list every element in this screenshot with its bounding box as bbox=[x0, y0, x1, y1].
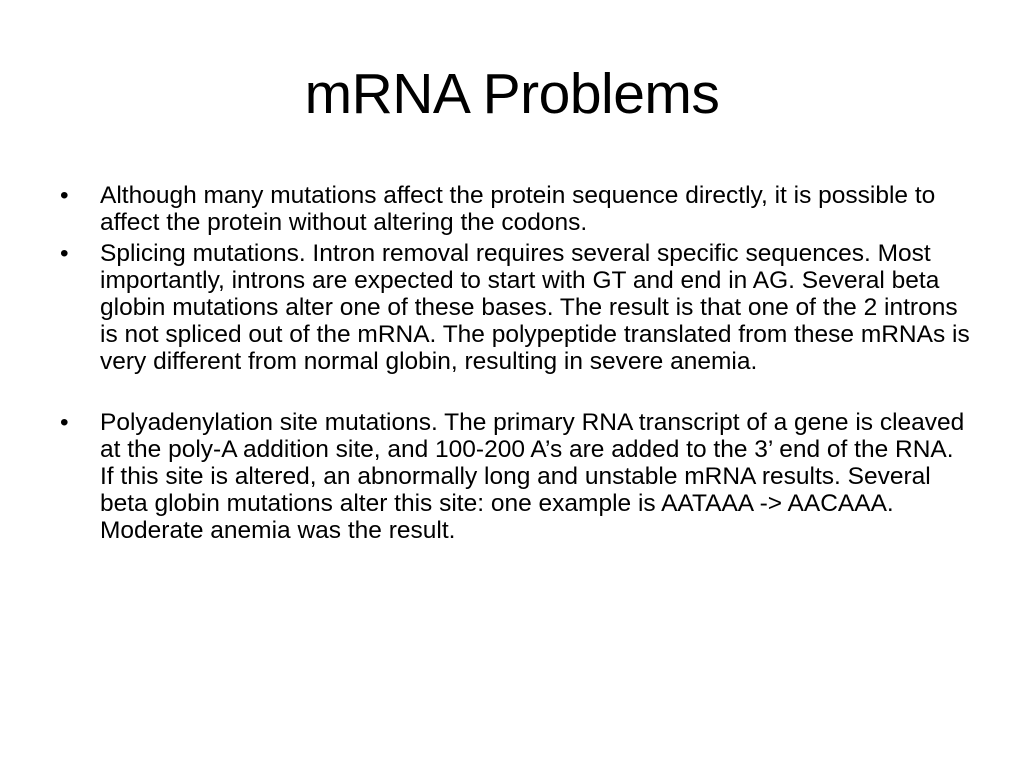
bullet-text: Although many mutations affect the protein sequence directly, it is possible to affect the protein without altering the codons. bbox=[100, 182, 936, 236]
bullet-text: Polyadenylation site mutations. The primary RNA transcript of a gene is cleaved at the poly-A addition site, and 100-200 A’s are added to the 3’ end of the RNA. If this site is altered, an abnormally long and unstable mRNA results. Several beta globin mutations alter this site: one example is AATAAA -> AACAAA. Moderate anemia was the result. bbox=[100, 409, 965, 544]
bullet-dot-icon: • bbox=[60, 240, 69, 267]
bullet-list bbox=[60, 182, 970, 548]
bullet-dot-icon: • bbox=[60, 409, 69, 436]
bullet-text: Splicing mutations. Intron removal requires several specific sequences. Most importantly, introns are expected to start with GT and end in AG. Several beta globin mutations alter one of these bases. The result is that one of the 2 introns is not spliced out of the mRNA. The polypeptide translated from these mRNAs is very different from normal globin, resulting in severe anemia. bbox=[100, 240, 970, 375]
bullet-item bbox=[60, 240, 970, 375]
bullet-item bbox=[60, 409, 970, 544]
bullet-item bbox=[60, 182, 970, 236]
bullet-dot-icon: • bbox=[60, 182, 69, 209]
slide-title: mRNA Problems bbox=[304, 62, 720, 126]
